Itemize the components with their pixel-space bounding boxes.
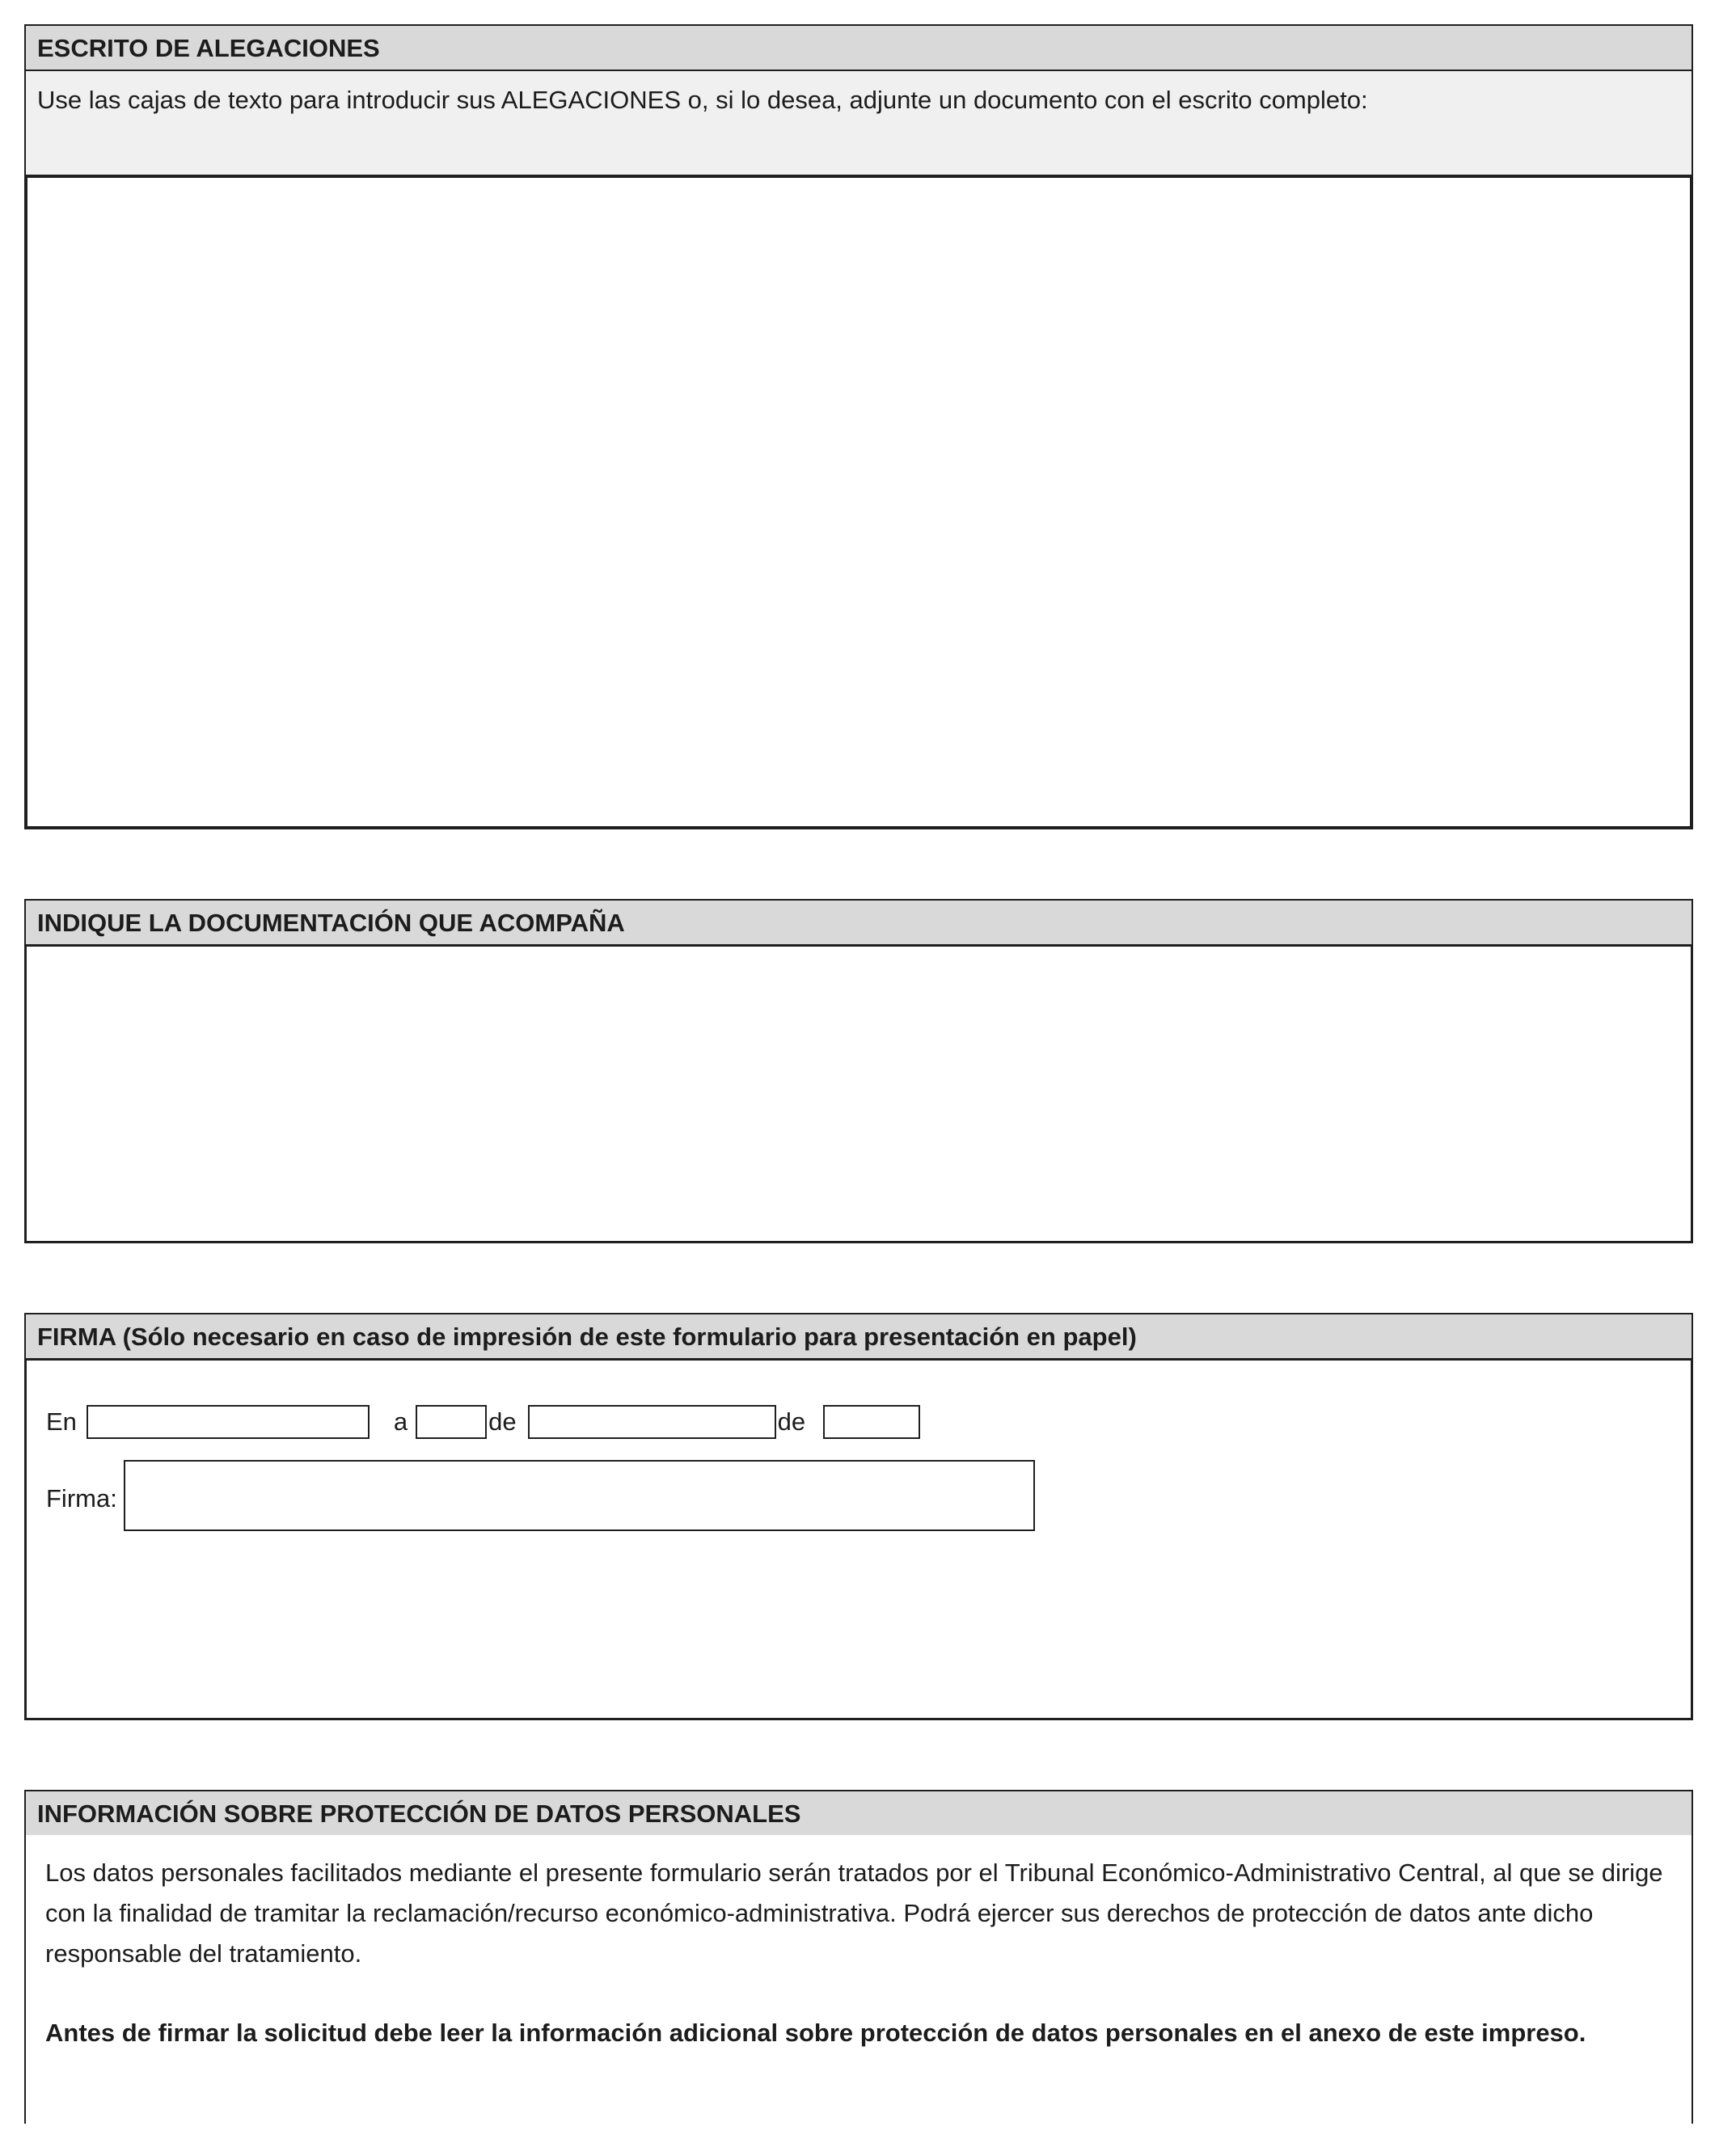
- alegaciones-textarea[interactable]: [24, 175, 1693, 829]
- label-en: En: [46, 1407, 77, 1436]
- alegaciones-instructions: Use las cajas de texto para introducir sus ALEGACIONES o, si lo desea, adjunte un documento con el escrito completo:: [24, 71, 1693, 176]
- label-de-anio: de: [777, 1407, 806, 1436]
- proteccion-datos-section-title: INFORMACIÓN SOBRE PROTECCIÓN DE DATOS PERSONALES: [24, 1790, 1693, 1837]
- label-de-mes: de: [488, 1407, 517, 1436]
- firma-section-title: FIRMA (Sólo necesario en caso de impresión de este formulario para presentación en papel): [24, 1313, 1693, 1360]
- label-firma: Firma:: [46, 1484, 117, 1513]
- section-alegaciones: [24, 24, 1693, 829]
- lugar-field[interactable]: [87, 1405, 370, 1439]
- proteccion-datos-paragraph: Los datos personales facilitados mediante el presente formulario serán tratados por el Tribunal Económico-Administrativo Central, al que se dirige con la finalidad de tramitar la reclamación/recurso económico-administrativa. Podrá ejercer sus derechos de protección de datos ante dicho responsable del tratamiento.: [45, 1859, 1663, 1968]
- proteccion-datos-box: [24, 1835, 1693, 2124]
- documentacion-section-title: INDIQUE LA DOCUMENTACIÓN QUE ACOMPAÑA: [24, 899, 1693, 946]
- dia-field[interactable]: [416, 1405, 487, 1439]
- anio-field[interactable]: [823, 1405, 920, 1439]
- documentacion-textarea[interactable]: [24, 944, 1693, 1243]
- label-a: a: [393, 1407, 408, 1436]
- firma-date-row: [46, 1405, 1671, 1439]
- section-documentacion: [24, 899, 1693, 1243]
- proteccion-datos-bold-note: Antes de firmar la solicitud debe leer la información adicional sobre protección de datos personales en el anexo de este impreso.: [45, 2019, 1586, 2047]
- firma-sign-row: [46, 1460, 1671, 1531]
- firma-box: [24, 1358, 1693, 1720]
- section-firma: [24, 1313, 1693, 1720]
- mes-field[interactable]: [528, 1405, 776, 1439]
- alegaciones-section-title: ESCRITO DE ALEGACIONES: [24, 24, 1693, 71]
- section-proteccion-datos: [24, 1790, 1693, 2124]
- firma-field[interactable]: [124, 1460, 1035, 1531]
